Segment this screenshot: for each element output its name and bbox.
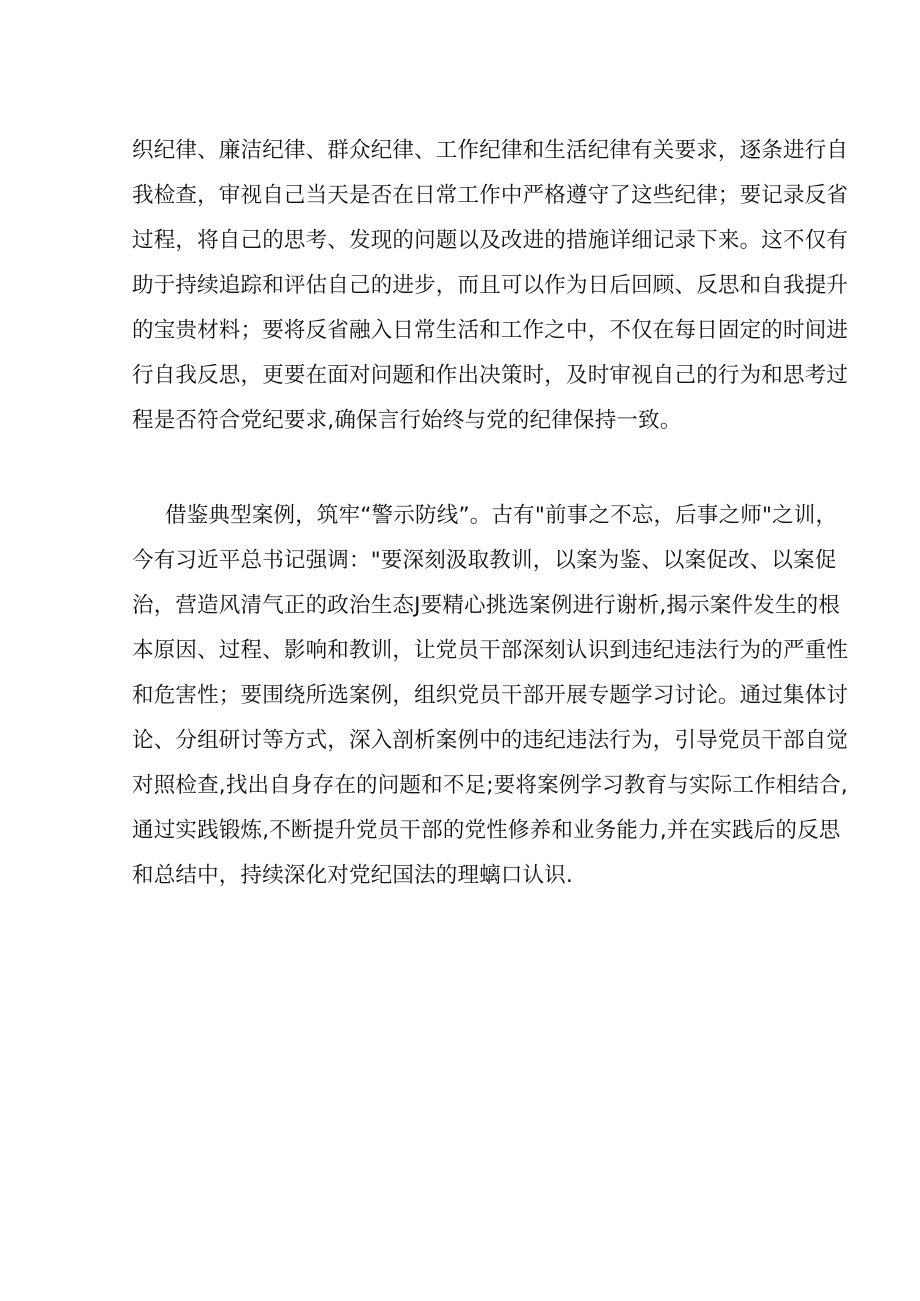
paragraph-2	[132, 493, 849, 898]
paragraph-line: 织纪律、廉洁纪律、群众纪律、工作纪律和生活纪律有关要求，逐条进行自	[132, 138, 849, 163]
paragraph-line: 论、分组研讨等方式，深入剖析案例中的违纪违法行为，引导党员干部自觉	[132, 728, 849, 753]
paragraph-line: 和危害性；要围绕所选案例，组织党员干部开展专题学习讨论。通过集体讨	[132, 683, 849, 708]
paragraph-line: 的宝贵材料；要将反省融入日常生活和工作之中，不仅在每日固定的时间进	[132, 318, 849, 343]
paragraph-line: 程是否符合党纪要求,确保言行始终与党的纪律保持一致。	[132, 408, 682, 433]
paragraph-line: 本原因、过程、影响和教训，让党员干部深刻认识到违纪违法行为的严重性	[132, 638, 849, 663]
paragraph-line: 治，营造风清气正的政治生态J要精心挑选案例进行谢析,揭示案件发生的根	[132, 593, 840, 618]
paragraph-1	[132, 128, 849, 443]
paragraph-line: 通过实践锻炼,不断提升党员干部的党性修养和业务能力,并在实践后的反思	[132, 818, 841, 843]
paragraph-heading-line: 借鉴典型案例，筑牢“警示防线”。古有"前事之不忘，后事之师"之训，	[165, 503, 838, 528]
paragraph-line: 行自我反思，更要在面对问题和作出决策时，及时审视自己的行为和思考过	[132, 363, 849, 388]
paragraph-line: 我检查，审视自己当天是否在日常工作中严格遵守了这些纪律；要记录反省	[132, 183, 849, 208]
paragraph-line: 和总结中，持续深化对党纪国法的理螭口认识.	[132, 863, 574, 888]
paragraph-line: 今有习近平总书记强调："要深刻汲取教训，以案为鉴、以案促改、以案促	[132, 548, 837, 573]
paragraph-line: 对照检查,找出自身存在的问题和不足;要将案例学习教育与实际工作相结合,	[132, 773, 848, 798]
paragraph-line: 助于持续追踪和评估自己的进步，而且可以作为日后回顾、反思和自我提升	[132, 273, 849, 298]
paragraph-line: 过程，将自己的思考、发现的问题以及改进的措施详细记录下来。这不仅有	[132, 228, 849, 253]
